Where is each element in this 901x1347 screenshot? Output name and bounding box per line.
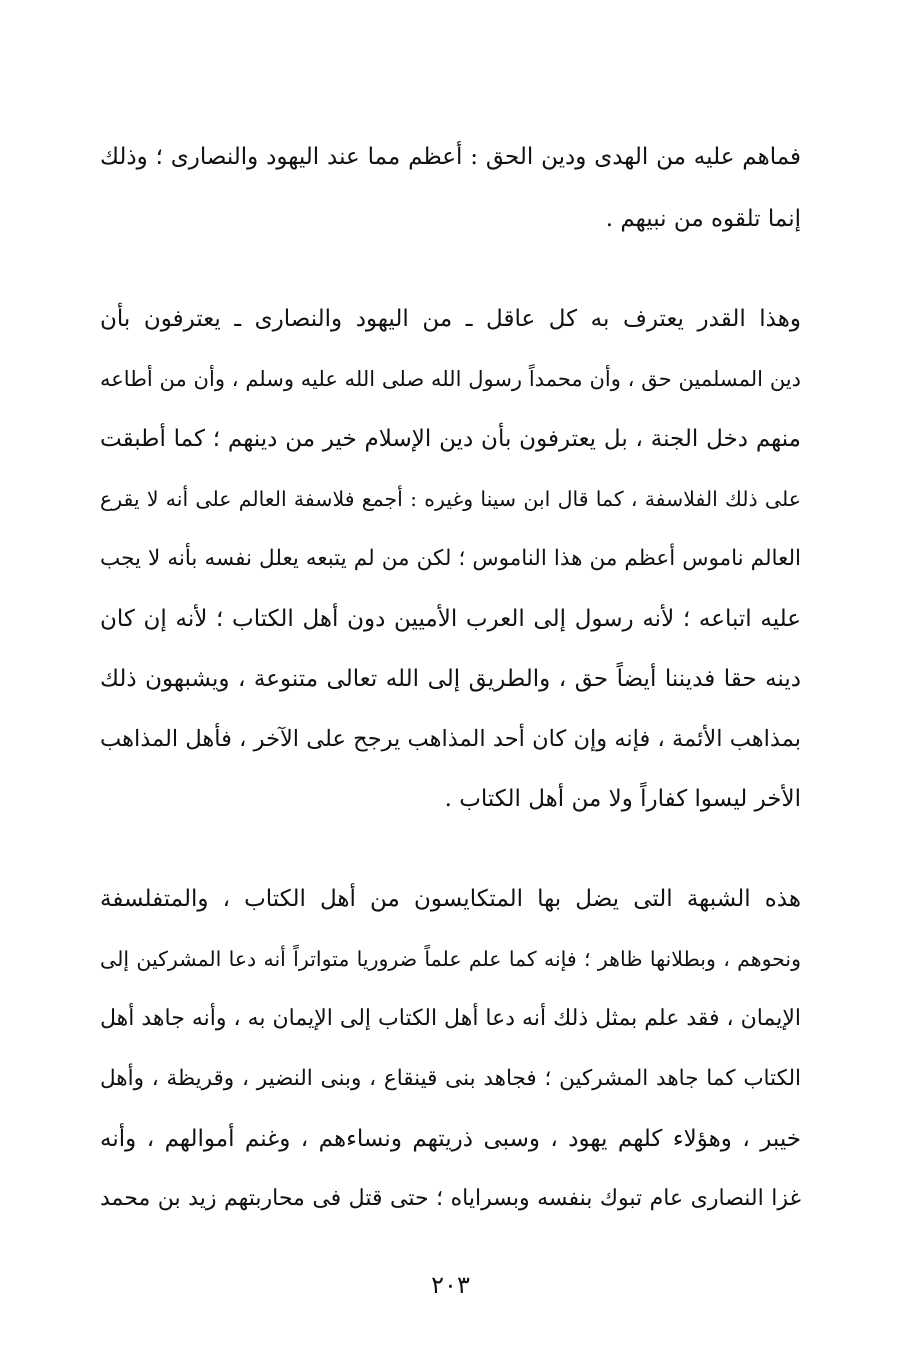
paragraph-3-line-1: هذه الشبهة التى يضل بها المتكايسون من أهل الكتاب ، والمتفلسفة (100, 886, 801, 912)
paragraph-3-line-6: غزا النصارى عام تبوك بنفسه وبسراياه ؛ حتى قتل فى محاربتهم زيد بن محمد (100, 1186, 801, 1211)
paragraph-3-line-4: الكتاب كما جاهد المشركين ؛ فجاهد بنى قينقاع ، وبنى النضير ، وقريظة ، وأهل (100, 1066, 801, 1091)
paragraph-3-line-5: خيبر ، وهؤلاء كلهم يهود ، وسبى ذريتهم ونساءهم ، وغنم أموالهم ، وأنه (100, 1126, 801, 1152)
page-number: ٢٠٣ (431, 1271, 470, 1299)
paragraph-2-line-5: العالم ناموس أعظم من هذا الناموس ؛ لكن من لم يتبعه يعلل نفسه بأنه لا يجب (100, 546, 801, 571)
paragraph-2-line-6: عليه اتباعه ؛ لأنه رسول إلى العرب الأميين دون أهل الكتاب ؛ لأنه إن كان (100, 606, 801, 632)
paragraph-2-line-3: منهم دخل الجنة ، بل يعترفون بأن دين الإسلام خير من دينهم ؛ كما أطبقت (100, 426, 801, 452)
paragraph-2-line-8: بمذاهب الأئمة ، فإنه وإن كان أحد المذاهب يرجح على الآخر ، فأهل المذاهب (100, 726, 801, 752)
paragraph-1-line-2: إنما تلقوه من نبيهم . (605, 206, 801, 232)
paragraph-2-line-9: الأخر ليسوا كفاراً ولا من أهل الكتاب . (444, 786, 801, 812)
paragraph-1-line-1: فماهم عليه من الهدى ودين الحق : أعظم مما عند اليهود والنصارى ؛ وذلك (100, 144, 801, 170)
paragraph-2-line-1: وهذا القدر يعترف به كل عاقل ـ من اليهود والنصارى ـ يعترفون بأن (100, 306, 801, 332)
paragraph-3-line-2: ونحوهم ، وبطلانها ظاهر ؛ فإنه كما علم علماً ضروريا متواتراً أنه دعا المشركين إلى (100, 947, 801, 971)
paragraph-2-line-7: دينه حقا فديننا أيضاً حق ، والطريق إلى الله تعالى متنوعة ، ويشبهون ذلك (100, 666, 801, 692)
paragraph-2-line-2: دين المسلمين حق ، وأن محمداً رسول الله صلى الله عليه وسلم ، وأن من أطاعه (100, 367, 801, 391)
paragraph-2-line-4: على ذلك الفلاسفة ، كما قال ابن سينا وغيره : أجمع فلاسفة العالم على أنه لا يقرع (100, 487, 801, 511)
paragraph-3-line-3: الإيمان ، فقد علم بمثل ذلك أنه دعا أهل الكتاب إلى الإيمان به ، وأنه جاهد أهل (100, 1006, 801, 1031)
